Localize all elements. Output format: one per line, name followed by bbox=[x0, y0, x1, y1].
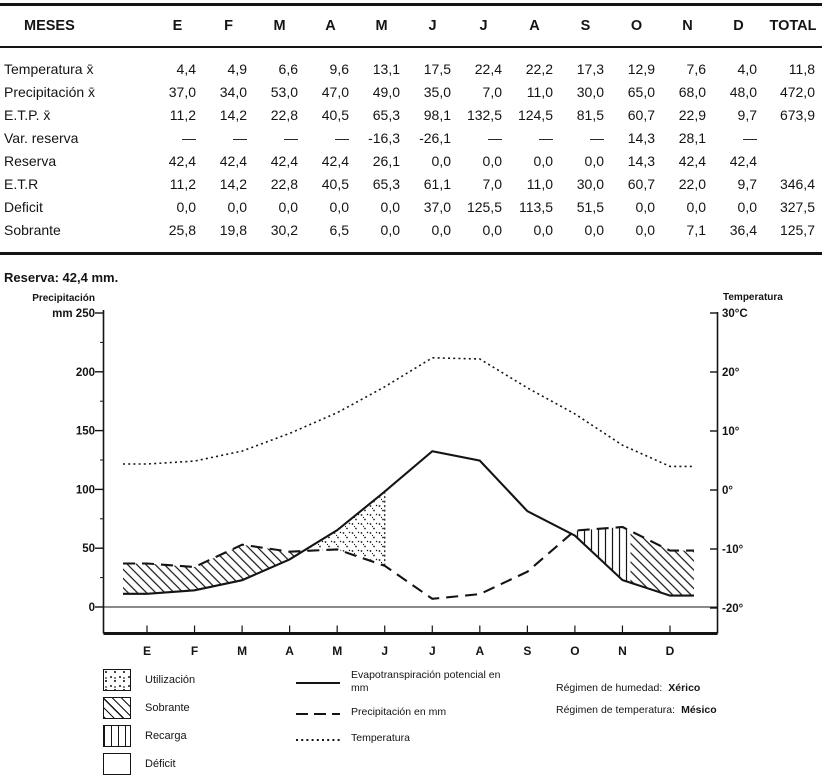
cell-value: 22,8 bbox=[270, 107, 298, 123]
row-label: Sobrante bbox=[4, 222, 61, 238]
left-tick-label: 200 bbox=[75, 366, 95, 379]
left-tick-label: 150 bbox=[75, 425, 95, 438]
legend-line-label: Precipitación en mm bbox=[351, 706, 447, 718]
month-label: F bbox=[190, 644, 199, 658]
legend-area-label: Déficit bbox=[145, 758, 176, 770]
cell-value: 14,2 bbox=[219, 107, 247, 123]
legend-line-label: Evapotranspiración potencial en mm bbox=[351, 669, 501, 694]
right-axis-title: Temperatura bbox=[723, 292, 783, 303]
legend-area-deficit bbox=[103, 753, 195, 775]
cell-total bbox=[764, 127, 822, 150]
month-label: S bbox=[523, 644, 532, 658]
cell-value: 0,0 bbox=[278, 199, 298, 215]
month-label: A bbox=[285, 644, 294, 658]
cell-value: 81,5 bbox=[576, 107, 604, 123]
regime-value: Mésico bbox=[681, 704, 717, 716]
header-month-0: E bbox=[172, 17, 183, 34]
cell-value: 0,0 bbox=[380, 199, 400, 215]
cell-value: 4,4 bbox=[176, 61, 196, 77]
month-label: M bbox=[332, 644, 343, 658]
left-tick-label: 100 bbox=[75, 484, 95, 497]
dotted-line-sample bbox=[295, 737, 341, 743]
table-row bbox=[0, 81, 822, 104]
cell-value: 17,5 bbox=[423, 61, 451, 77]
cell-value: 9,6 bbox=[329, 61, 349, 77]
left-axis-title: Precipitación bbox=[32, 293, 95, 304]
cell-value: 42,4 bbox=[219, 153, 247, 169]
regime-row bbox=[556, 704, 717, 716]
cell-value: 6,5 bbox=[329, 222, 349, 238]
header-meses: MESES bbox=[24, 17, 75, 34]
regime-row bbox=[556, 682, 717, 694]
recarga-pattern-swatch bbox=[103, 725, 131, 747]
legend-line-label: Temperatura bbox=[351, 732, 410, 744]
cell-value: 30,2 bbox=[270, 222, 298, 238]
cell-value: 14,2 bbox=[219, 176, 247, 192]
regime-prefix: Régimen de humedad: bbox=[556, 682, 663, 694]
legend-regimes bbox=[556, 682, 717, 726]
legend-line-styles bbox=[295, 669, 550, 750]
cell-value: 19,8 bbox=[219, 222, 247, 238]
cell-value: 9,7 bbox=[737, 107, 757, 123]
cell-value: 113,5 bbox=[519, 199, 553, 215]
cell-value: 7,0 bbox=[482, 84, 502, 100]
legend-area-recarga bbox=[103, 725, 195, 747]
cell-value: 11,2 bbox=[169, 107, 196, 123]
legend-line-row bbox=[295, 728, 550, 750]
cell-value: 0,0 bbox=[635, 222, 655, 238]
header-month-6: J bbox=[479, 17, 488, 34]
row-label: Deficit bbox=[4, 199, 43, 215]
header-month-9: O bbox=[630, 17, 643, 34]
legend-line-row bbox=[295, 702, 550, 728]
header-month-2: M bbox=[273, 17, 286, 34]
left-tick-label: mm 250 bbox=[52, 308, 95, 320]
cell-value: 49,0 bbox=[372, 84, 400, 100]
cell-total: 673,9 bbox=[779, 107, 815, 123]
cell-value: — bbox=[233, 130, 247, 146]
cell-value: 14,3 bbox=[627, 130, 655, 146]
cell-value: 30,0 bbox=[576, 84, 604, 100]
header-month-4: M bbox=[375, 17, 388, 34]
water-balance-chart bbox=[0, 288, 822, 668]
table-row bbox=[0, 127, 822, 150]
legend-area-label: Sobrante bbox=[145, 702, 190, 714]
table-row bbox=[0, 219, 822, 242]
cell-value: — bbox=[590, 130, 604, 146]
cell-value: 37,0 bbox=[168, 84, 196, 100]
right-tick-label: 20° bbox=[722, 367, 740, 379]
cell-value: 11,0 bbox=[526, 176, 553, 192]
cell-value: -16,3 bbox=[368, 130, 400, 146]
cell-value: 65,3 bbox=[372, 107, 400, 123]
cell-value: 30,0 bbox=[576, 176, 604, 192]
region-recarga bbox=[571, 527, 630, 583]
cell-value: 22,9 bbox=[678, 107, 706, 123]
right-tick-label: 10° bbox=[722, 426, 740, 438]
left-tick-label: 50 bbox=[82, 543, 95, 556]
cell-value: 0,0 bbox=[584, 222, 604, 238]
month-label: N bbox=[618, 644, 627, 658]
table-header-row bbox=[0, 5, 822, 47]
cell-value: 6,6 bbox=[278, 61, 298, 77]
cell-value: 0,0 bbox=[635, 199, 655, 215]
legend-area-patterns bbox=[103, 669, 195, 780]
cell-value: 42,4 bbox=[321, 153, 349, 169]
cell-value: 65,0 bbox=[627, 84, 655, 100]
cell-value: 42,4 bbox=[678, 153, 706, 169]
cell-value: 11,0 bbox=[526, 84, 553, 100]
cell-value: — bbox=[182, 130, 196, 146]
cell-value: 48,0 bbox=[729, 84, 757, 100]
cell-value: 7,1 bbox=[686, 222, 706, 238]
cell-value: 53,0 bbox=[270, 84, 298, 100]
month-label: A bbox=[475, 644, 485, 658]
header-month-1: F bbox=[224, 17, 233, 34]
cell-value: 22,2 bbox=[525, 61, 553, 77]
cell-total: 327,5 bbox=[779, 199, 815, 215]
month-label: D bbox=[665, 644, 675, 658]
month-label: E bbox=[142, 644, 152, 658]
cell-value: 17,3 bbox=[576, 61, 604, 77]
cell-value: 40,5 bbox=[321, 176, 349, 192]
curve-temperatura bbox=[123, 358, 694, 467]
cell-value: 11,2 bbox=[169, 176, 196, 192]
cell-value: — bbox=[743, 130, 757, 146]
row-label: E.T.P. x̄ bbox=[4, 107, 51, 123]
cell-value: 0,0 bbox=[482, 222, 502, 238]
cell-value: — bbox=[539, 130, 553, 146]
table-row bbox=[0, 196, 822, 219]
table-row bbox=[0, 150, 822, 173]
cell-value: 0,0 bbox=[380, 222, 400, 238]
header-month-8: S bbox=[580, 17, 591, 34]
left-tick-label: 0 bbox=[88, 602, 95, 614]
regime-value: Xérico bbox=[668, 682, 701, 694]
cell-total: 125,7 bbox=[779, 222, 815, 238]
cell-value: 0,0 bbox=[686, 199, 706, 215]
month-label: O bbox=[570, 644, 580, 658]
reserva-note: Reserva: 42,4 mm. bbox=[4, 270, 119, 285]
cell-value: 22,4 bbox=[474, 61, 502, 77]
cell-value: 0,0 bbox=[176, 199, 196, 215]
cell-value: -26,1 bbox=[419, 130, 451, 146]
cell-value: 42,4 bbox=[168, 153, 196, 169]
sobrante-pattern-swatch bbox=[103, 697, 131, 719]
header-month-11: D bbox=[733, 17, 744, 34]
legend-area-label: Utilización bbox=[145, 674, 196, 686]
cell-value: 35,0 bbox=[423, 84, 451, 100]
cell-value: 0,0 bbox=[329, 199, 349, 215]
right-tick-label: -20° bbox=[722, 603, 744, 615]
dashed-line-sample bbox=[295, 711, 341, 717]
month-label: J bbox=[428, 644, 436, 658]
cell-value: 34,0 bbox=[219, 84, 247, 100]
cell-value: — bbox=[335, 130, 349, 146]
cell-value: 22,8 bbox=[270, 176, 298, 192]
cell-value: 98,1 bbox=[423, 107, 451, 123]
table-row bbox=[0, 58, 822, 81]
cell-value: 0,0 bbox=[431, 222, 451, 238]
cell-value: 42,4 bbox=[729, 153, 757, 169]
row-label: Precipitación x̄ bbox=[4, 84, 96, 100]
cell-value: — bbox=[488, 130, 502, 146]
utilizacion-pattern-swatch bbox=[103, 669, 131, 691]
cell-value: 68,0 bbox=[678, 84, 706, 100]
cell-value: 47,0 bbox=[321, 84, 349, 100]
cell-value: 0,0 bbox=[584, 153, 604, 169]
cell-value: 36,4 bbox=[729, 222, 757, 238]
cell-value: 12,9 bbox=[627, 61, 655, 77]
cell-value: 60,7 bbox=[627, 107, 655, 123]
cell-value: 7,0 bbox=[482, 176, 502, 192]
climate-table bbox=[0, 3, 822, 255]
row-label: Reserva bbox=[4, 153, 57, 169]
cell-value: 0,0 bbox=[431, 153, 451, 169]
right-tick-label: 0° bbox=[722, 485, 733, 497]
cell-value: 51,5 bbox=[576, 199, 604, 215]
legend-area-utilizacion bbox=[103, 669, 195, 691]
row-label: E.T.R bbox=[4, 176, 39, 192]
legend-area-label: Recarga bbox=[145, 730, 187, 742]
cell-value: 26,1 bbox=[372, 153, 400, 169]
cell-value: 4,0 bbox=[737, 61, 757, 77]
month-label: J bbox=[381, 644, 389, 658]
cell-value: 14,3 bbox=[627, 153, 655, 169]
deficit-pattern-swatch bbox=[103, 753, 131, 775]
cell-value: 0,0 bbox=[533, 153, 553, 169]
cell-value: 0,0 bbox=[737, 199, 757, 215]
header-month-5: J bbox=[428, 17, 437, 34]
cell-value: 9,7 bbox=[737, 176, 757, 192]
cell-value: 25,8 bbox=[168, 222, 196, 238]
table-row bbox=[0, 173, 822, 196]
cell-value: 4,9 bbox=[227, 61, 247, 77]
row-label: Temperatura x̄ bbox=[4, 61, 94, 77]
cell-value: 65,3 bbox=[372, 176, 400, 192]
cell-value: 132,5 bbox=[466, 107, 502, 123]
solid-line-sample bbox=[295, 680, 341, 686]
cell-value: 0,0 bbox=[482, 153, 502, 169]
regime-prefix: Régimen de temperatura: bbox=[556, 704, 676, 716]
legend-line-row bbox=[295, 669, 550, 702]
right-tick-label: -10° bbox=[722, 544, 744, 556]
table-row bbox=[0, 104, 822, 127]
cell-total: 11,8 bbox=[788, 61, 815, 77]
header-month-10: N bbox=[682, 17, 693, 34]
cell-value: 22,0 bbox=[678, 176, 706, 192]
cell-value: 61,1 bbox=[423, 176, 451, 192]
header-total: TOTAL bbox=[769, 17, 817, 34]
right-tick-label: 30°C bbox=[722, 308, 748, 320]
cell-value: 0,0 bbox=[227, 199, 247, 215]
row-label: Var. reserva bbox=[4, 130, 79, 146]
cell-value: 0,0 bbox=[533, 222, 553, 238]
cell-value: 60,7 bbox=[627, 176, 655, 192]
cell-total bbox=[764, 150, 822, 173]
month-label: M bbox=[237, 644, 248, 658]
header-month-7: A bbox=[529, 17, 540, 34]
cell-value: — bbox=[284, 130, 298, 146]
cell-value: 28,1 bbox=[678, 130, 706, 146]
cell-value: 125,5 bbox=[466, 199, 502, 215]
cell-value: 37,0 bbox=[423, 199, 451, 215]
header-month-3: A bbox=[325, 17, 336, 34]
cell-value: 7,6 bbox=[686, 61, 706, 77]
cell-value: 13,1 bbox=[372, 61, 400, 77]
cell-value: 42,4 bbox=[270, 153, 298, 169]
cell-value: 124,5 bbox=[517, 107, 553, 123]
cell-value: 40,5 bbox=[321, 107, 349, 123]
cell-total: 472,0 bbox=[779, 84, 815, 100]
cell-total: 346,4 bbox=[779, 176, 815, 192]
legend-area-sobrante bbox=[103, 697, 195, 719]
